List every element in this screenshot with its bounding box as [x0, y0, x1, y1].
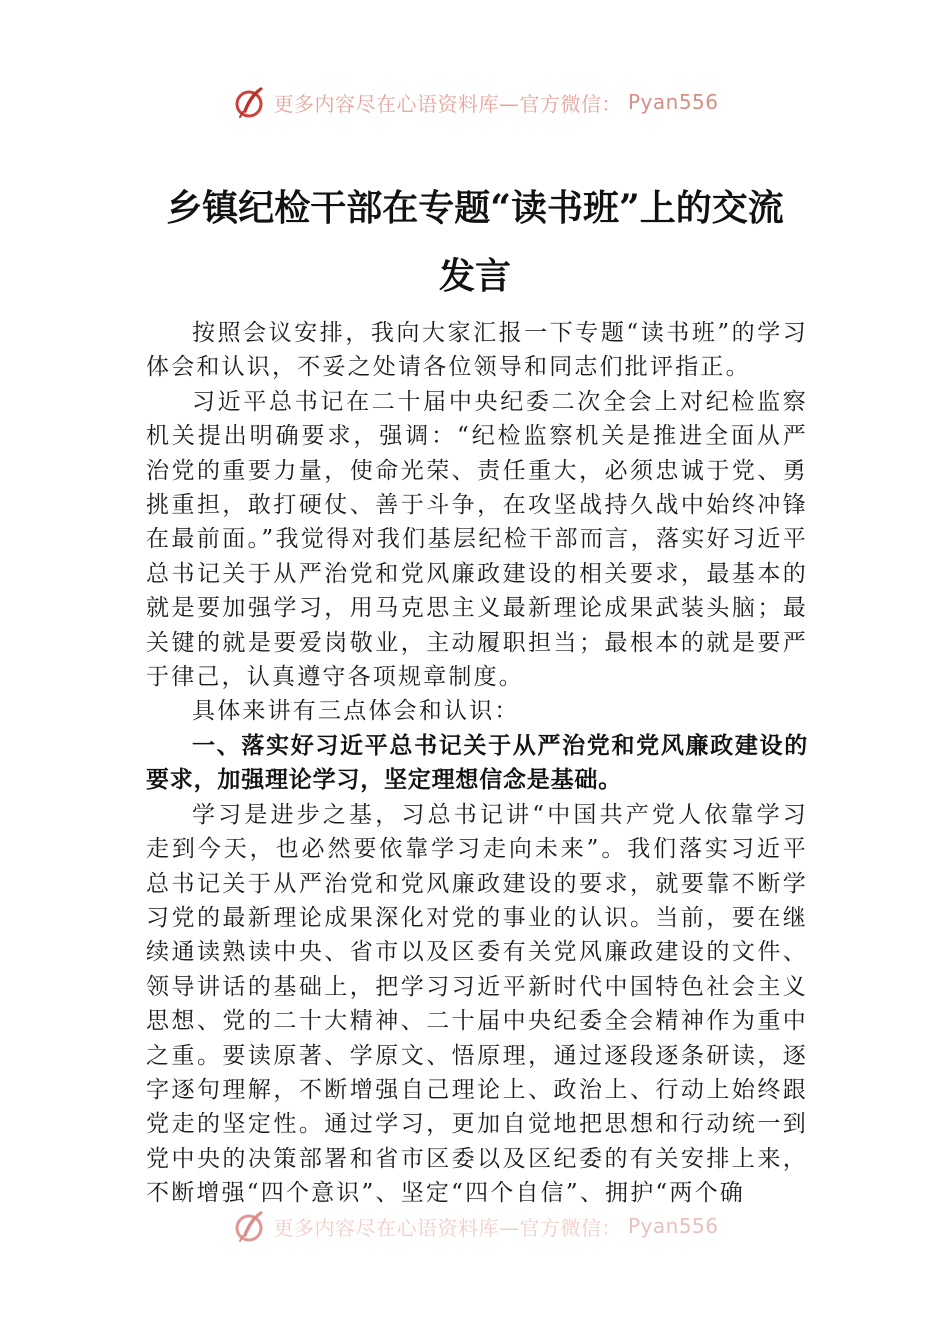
- paragraph-requirements: 习近平总书记在二十届中央纪委二次全会上对纪检监察机关提出明确要求，强调：“纪检监察机关是推进全面从严治党的重要力量，使命光荣、责任重大，必须忠诚于党、勇挑重担，敢打硬仗、善于斗争，在攻坚战持久战中始终冲锋在最前面。”我觉得对我们基层纪检干部而言，落实好习近平总书记关于从严治党和党风廉政建设的相关要求，最基本的就是要加强学习，用马克思主义最新理论成果武装头脑；最关键的就是要爱岗敬业，主动履职担当；最根本的就是要严于律己，认真遵守各项规章制度。: [146, 388, 808, 691]
- watermark-text: 更多内容尽在心语资料库—官方微信：: [273, 1215, 622, 1240]
- paragraph-intro: 按照会议安排，我向大家汇报一下专题“读书班”的学习体会和认识，不妥之处请各位领导和同志们批评指正。: [146, 320, 808, 381]
- paragraph-study: 学习是进步之基，习总书记讲“中国共产党人依靠学习走到今天，也必然要依靠学习走向未来”。我们落实习近平总书记关于从严治党和党风廉政建设的要求，就要靠不断学习党的最新理论成果深化对党的事业的认识。当前，要在继续通读熟读中央、省市以及区委有关党风廉政建设的文件、领导讲话的基础上，把学习习近平新时代中国特色社会主义思想、党的二十大精神、二十届中央纪委全会精神作为重中之重。要读原著、学原文、悟原理，通过逐段逐条研读，逐字逐句理解，不断增强自己理论上、政治上、行动上始终跟党走的坚定性。通过学习，更加自觉地把思想和行动统一到党中央的决策部署和省市区委以及区纪委的有关安排上来，不断增强“四个意识”、坚定“四个自信”、拥护“两个确: [146, 801, 808, 1207]
- watermark-weixin-id: Pyan556: [627, 1214, 719, 1238]
- quill-pen-logo-icon: [231, 84, 267, 120]
- quill-pen-logo-icon: [231, 1208, 267, 1244]
- document-body: [146, 316, 808, 1211]
- watermark-footer: [0, 1204, 950, 1248]
- watermark-weixin-id: Pyan556: [627, 90, 719, 114]
- paragraph-three-points: 具体来讲有三点体会和认识：: [192, 698, 520, 725]
- watermark-text: 更多内容尽在心语资料库—官方微信：: [273, 91, 622, 116]
- document-title-line2: 发言: [438, 255, 511, 297]
- section-heading-1: 一、落实好习近平总书记关于从严治党和党风廉政建设的要求，加强理论学习，坚定理想信念是基础。: [146, 732, 808, 794]
- watermark-header: [0, 80, 950, 124]
- document-title-line1: 乡镇纪检干部在专题“读书班”上的交流: [166, 187, 784, 229]
